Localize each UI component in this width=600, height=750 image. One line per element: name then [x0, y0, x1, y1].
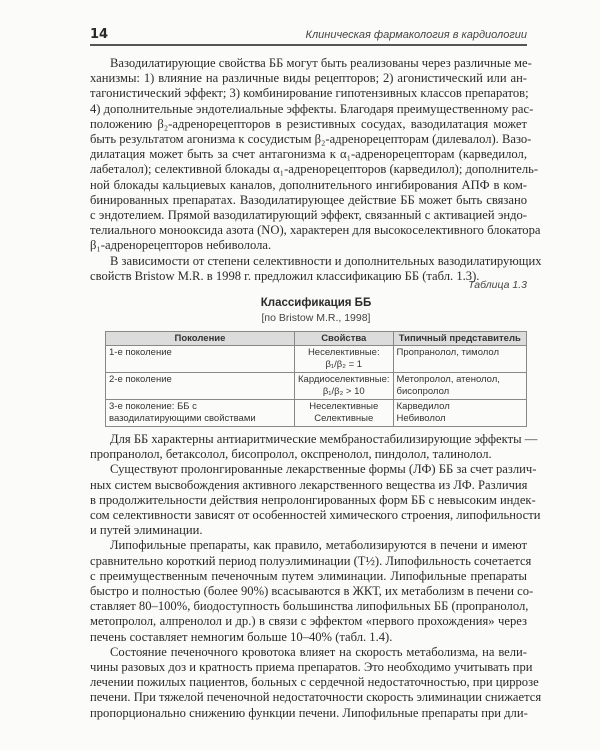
table-subtitle: [по Bristow M.R., 1998] — [261, 312, 371, 324]
text-line: сравнительно короткий период полуэлиминации (T½). Липофильность сочетается — [90, 553, 532, 568]
paragraph-vasodilating — [90, 56, 541, 253]
cell-examples — [393, 346, 526, 373]
paragraph-antiarrhythmic — [90, 432, 538, 462]
text-line: печени. При тяжелой печеночной недостаточности скорость элиминации снижается — [90, 690, 542, 705]
text-line: положению β₂-адренорецепторов в резистивных сосудах, вазодилатация может — [90, 116, 527, 131]
text-line: ханизмы: 1) влияние на различные виды рецепторов; 2) агонистический или ан- — [90, 71, 527, 86]
paragraph-lipophilic — [90, 538, 534, 644]
cell-generation: 2-е поколение — [106, 373, 295, 400]
examples-line: Небиволол — [396, 413, 446, 424]
cell-examples — [393, 373, 526, 400]
classification-table — [105, 331, 527, 427]
paragraph-liver-bloodflow — [90, 644, 542, 721]
text-line: Липофильные препараты, как правило, метаболизируются в печени и имеют — [110, 538, 527, 553]
examples-line: бисопролол — [396, 386, 450, 397]
text-line: с преимущественным печеночным путем элиминации. Липофильные препараты — [90, 568, 527, 583]
cell-props — [295, 400, 394, 427]
text-line: Для ББ характерны антиаритмические мембраностабилизирующие эффекты — — [110, 432, 538, 446]
cell-props — [295, 346, 394, 373]
text-line: бинированных препаратах. Вазодилатирующее действие ББ может быть связано — [90, 192, 527, 207]
props-line: Неселективные: — [307, 347, 380, 358]
text-line: сом селективности зависят от особенностей химического строения, липофильности — [90, 507, 541, 522]
props-line: β₁/β₂ = 1 — [325, 359, 363, 370]
examples-line: Метопролол, атенолол, — [396, 374, 500, 385]
props-line: β₁/β₂ > 10 — [322, 386, 365, 397]
text-line: ставляет 80–100%, биодоступность большинства липофильных ББ (пропранолол, — [90, 599, 529, 614]
column-header: Поколение — [106, 332, 295, 346]
table-number: Таблица 1.3 — [468, 279, 527, 291]
props-line: Кардиоселективные: — [298, 374, 390, 385]
examples-line: Карведилол — [396, 401, 450, 412]
text-line: быть результатом агонизма к сосудистым β₂-адренорецепторам (дилевалол). Вазо- — [90, 131, 532, 146]
text-line: и путей элиминации. — [90, 523, 203, 538]
text-line: лабеталол); селективной блокады α₁-адренорецепторов (карведилол); дополнитель- — [90, 162, 539, 177]
paragraph-prolonged-forms — [90, 462, 541, 538]
text-line: 4) дополнительные эндотелиальные эффекты. Благодаря преимущественному рас- — [90, 101, 534, 116]
text-line: β₁-адренорецепторов небиволола. — [90, 238, 272, 253]
props-line: Селективные — [314, 413, 374, 424]
text-line: тагонистический эффект; 3) комбинирование гипотензивных классов препаратов; — [90, 86, 529, 101]
table-header-row — [106, 332, 527, 346]
page-number: 14 — [90, 27, 109, 42]
props-line: Неселективные — [309, 401, 379, 412]
text-line: пропранолол, бетаксолол, бисопролол, окспренолол, пиндолол, талинолол. — [90, 447, 492, 462]
text-line: пропорционально снижению функции печени. Липофильные препараты при дли- — [90, 705, 528, 720]
table-title: Классификация ББ — [260, 297, 372, 309]
text-line: лечении пожилых пациентов, больных с сердечной недостаточностью, при циррозе — [90, 675, 539, 690]
running-title: Клиническая фармакология в кардиологии — [305, 29, 527, 41]
cell-examples — [393, 400, 526, 427]
cell-generation: 1-е поколение — [106, 346, 295, 373]
text-line: В зависимости от степени селективности и дополнительных вазодилатирующих — [110, 253, 542, 268]
column-header: Типичный представитель — [393, 332, 526, 346]
cell-props — [295, 373, 394, 400]
column-header: Свойства — [295, 332, 394, 346]
examples-line: Пропранолол, тимолол — [396, 347, 500, 358]
paragraph-classification-intro — [90, 253, 542, 284]
text-line: ных систем высвобождения активного лекарственного вещества из ЛФ. Различия — [90, 477, 528, 492]
text-line: печень составляет немногим больше 10–40% (табл. 1.4). — [90, 629, 393, 644]
table-row — [106, 373, 527, 400]
text-line: Вазодилатирующие свойства ББ могут быть реализованы через различные ме- — [110, 56, 532, 70]
text-line: чины разовых доз и кратность приема препаратов. Это необходимо учитывать при — [90, 659, 533, 674]
table-row — [106, 400, 527, 427]
text-line: ной блокады кальциевых каналов, дополнительного ингибирования АПФ в ком- — [90, 177, 527, 192]
text-line: Состояние печеночного кровотока влияет на скорость метаболизма, на вели- — [110, 644, 527, 659]
text-line: телиального монооксида азота (NO), характерен для высокоселективного блокатора — [90, 223, 541, 238]
page-header — [90, 27, 527, 46]
text-line: Существуют пролонгированные лекарственные формы (ЛФ) ББ за счет различ- — [110, 462, 537, 477]
text-line: с эндотелием. Прямой вазодилатирующий эффект, связанный с активацией эндо- — [90, 207, 527, 222]
cell-generation: 3-е поколение: ББ с вазодилатирующими свойствами — [106, 400, 295, 427]
text-line: быстро и полностью (более 90%) всасываются в ЖКТ, их метаболизм в печени со- — [90, 583, 534, 598]
table-row — [106, 346, 527, 373]
text-line: метопролол, алпренолол и др.) в связи с эффектом «первого прохождения» через — [90, 614, 527, 629]
text-line: в продолжительности действия непролонгированных форм ББ с невысоким индек- — [90, 492, 536, 507]
text-line: свойств Bristow M.R. в 1998 г. предложил классификацию ББ (табл. 1.3). — [90, 268, 480, 283]
text-line: дилатация может быть за счет антагонизма к α₁-адренорецепторам (карведилол, — [90, 147, 527, 162]
